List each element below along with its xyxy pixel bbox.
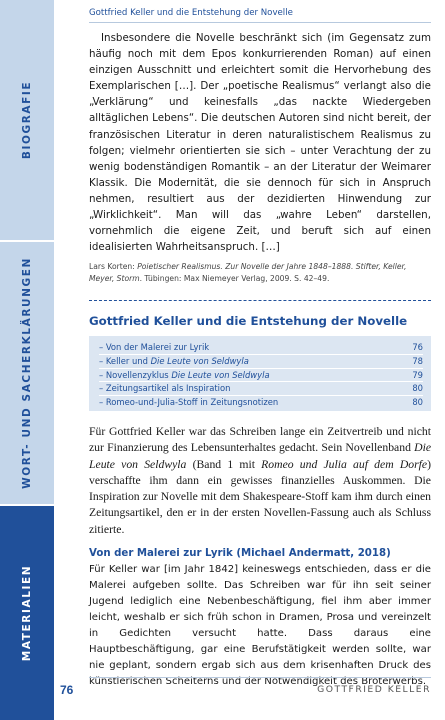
tab-wort-label: WORT- UND SACHERKLÄRUNGEN bbox=[21, 257, 33, 489]
header-rule bbox=[89, 22, 431, 23]
tab-wort-und-sacherklaerungen[interactable] bbox=[0, 242, 54, 504]
intro-text bbox=[89, 424, 431, 537]
toc-item-label: – Novellenzyklus bbox=[99, 369, 172, 380]
source-rest: . Tübingen: Max Niemeyer Verlag, 2009. S. 42–49. bbox=[139, 274, 330, 284]
toc-item[interactable] bbox=[99, 341, 423, 355]
quote-block bbox=[89, 30, 431, 285]
toc-item-page: 76 bbox=[412, 342, 423, 353]
toc-item-page: 79 bbox=[412, 369, 423, 380]
toc-item[interactable] bbox=[99, 382, 423, 396]
tab-biografie[interactable] bbox=[0, 0, 54, 240]
source-title: Poietischer Realismus. Zur Novelle der Jahre 1848–1888. Stifter, Keller, Meyer, Storm bbox=[89, 262, 407, 284]
toc-item-label: – Romeo-und-Julia-Stoff in Zeitungsnotizen bbox=[99, 396, 279, 407]
side-tabs bbox=[0, 0, 54, 720]
toc-item[interactable] bbox=[99, 355, 423, 369]
page-content bbox=[89, 30, 431, 690]
toc-item[interactable] bbox=[99, 369, 423, 383]
subsection-paragraph: Für Keller war [im Jahr 1842] keineswegs entschieden, dass er die Malerei aufgeben sollte. Das Schreiben war für ihn seit seiner Jugend lediglich eine Nebenbeschäftigung, fiel ihm aber immer leicht, weshalb er sich früh schon in Dramen, Prosa und vereinzelt in Gedichten versucht hatte. Dass daraus eine Hauptbeschäftigung, gar eine Berufstätigkeit werden sollte, war nie geplant, sondern ergab sich aus dem krisenhaften Druck des künstlerischen Scheiterns und der Notwendigkeit des Broterwerbs. bbox=[89, 563, 431, 687]
subsection-text bbox=[89, 562, 431, 690]
source-author: Lars Korten: bbox=[89, 262, 138, 272]
toc-item-page: 78 bbox=[412, 355, 423, 366]
tab-materialien-label: MATERIALIEN bbox=[21, 564, 33, 662]
table-of-contents bbox=[89, 336, 431, 411]
subsection-title: Von der Malerei zur Lyrik (Michael Andermatt, 2018) bbox=[89, 547, 391, 559]
toc-item-italic: Die Leute von Seldwyla bbox=[150, 355, 249, 366]
section-title: Gottfried Keller und die Entstehung der Novelle bbox=[89, 314, 408, 329]
toc-item[interactable] bbox=[99, 396, 423, 409]
intro-novella-title: Romeo und Julia auf dem Dorfe bbox=[261, 457, 428, 471]
tab-biografie-label: BIOGRAFIE bbox=[21, 80, 34, 160]
intro-book-title: Die Leute von Seldwyla bbox=[89, 441, 431, 471]
intro-part: ) verschaffte ihm dann ein gewisses finanzielles Auskommen. Die Inspiration zur Novelle mit dem Shakespeare-Stoff kam ihm durch einen Zeitungsartikel, den er in der ersten Novellen-Fassung auch als Schluss zitierte. bbox=[89, 457, 431, 536]
toc-item-label: – Zeitungsartikel als Inspiration bbox=[99, 383, 231, 394]
running-head: Gottfried Keller und die Entstehung der Novelle bbox=[89, 8, 293, 18]
toc-item-italic: Die Leute von Seldwyla bbox=[171, 369, 270, 380]
toc-item-label: – Keller und bbox=[99, 355, 151, 366]
toc-item-label: – Von der Malerei zur Lyrik bbox=[99, 342, 210, 353]
intro-part: Für Gottfried Keller war das Schreiben lange ein Zeitvertreib und nicht zur Finanzierung des Lebensunterhaltes gedacht. Sein Novellenband bbox=[89, 425, 431, 455]
footer-rule bbox=[89, 677, 431, 678]
intro-part: (Band 1 mit bbox=[186, 457, 262, 471]
toc-item-page: 80 bbox=[412, 383, 423, 394]
tab-materialien[interactable] bbox=[0, 506, 54, 720]
quote-paragraph: Insbesondere die Novelle beschränkt sich (im Gegensatz zum häufig noch mit dem Epos konkurrierenden Roman) auf einen einzigen Ausschnitt und erleichtert somit die Hervorhebung des Exemplarischen […]. Der „poetische Realismus“ verlangt also die „Verklärung“ und keinesfalls „das nackte Wiedergeben alltäglichen Lebens“. Die deutschen Autoren sind nicht bereit, der französischen Literatur in deren naturalistischem Realismus zu folgen; vielmehr orientierten sie sich – unter Verachtung der zu wenig bodenständigen Romantik – an der Literatur der Weimarer Klassik. Die Modernität, die sie dennoch für sich in Anspruch nehmen, resultiert aus der dezidierten Hinwendung zur „Wirklichkeit“. Man will das „wahre Leben“ darstellen, vornehmlich die eigene Zeit, und beruft sich auf einen idealisierten Wahrheitsanspruch. […] bbox=[89, 32, 431, 254]
toc-item-page: 80 bbox=[412, 396, 423, 407]
footer-author: GOTTFRIED KELLER bbox=[317, 684, 431, 695]
page-number: 76 bbox=[60, 683, 74, 697]
quote-source bbox=[89, 261, 431, 285]
section-divider bbox=[89, 300, 431, 301]
